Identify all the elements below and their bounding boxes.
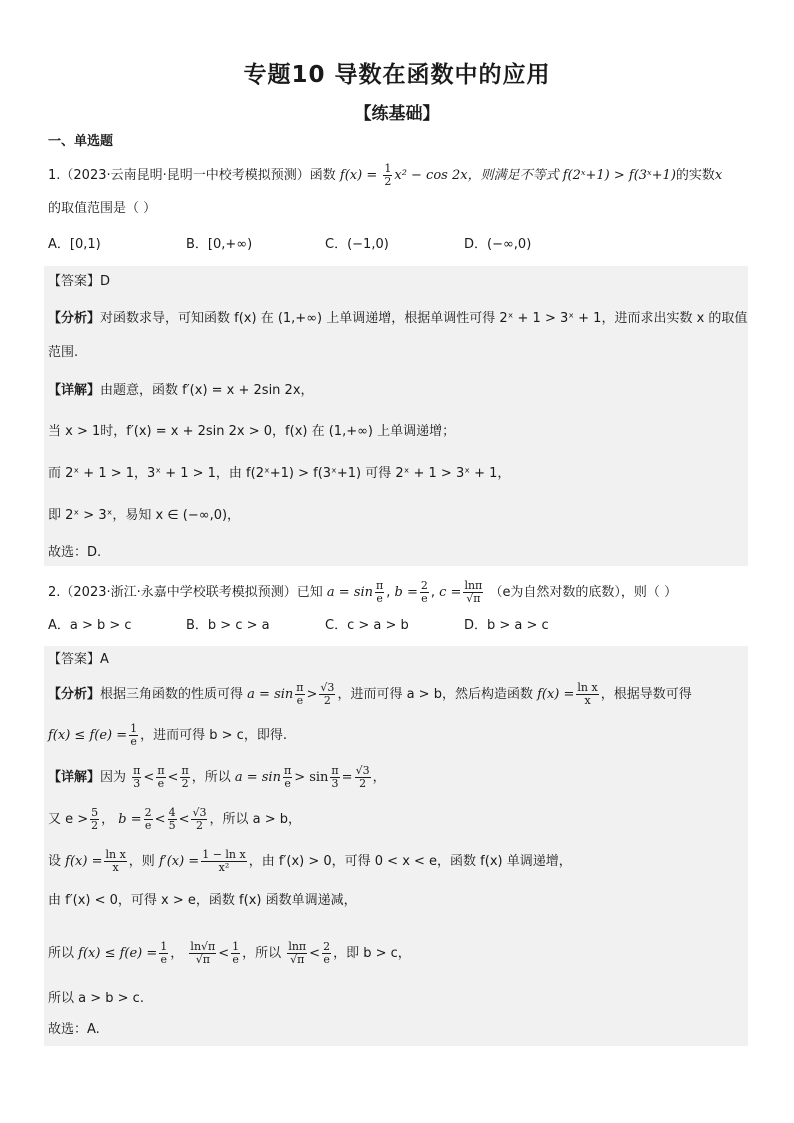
analysis-label: 【分析】 — [48, 311, 101, 326]
q2-analysis: 【分析】根据三角函数的性质可得 a = sin $\frac{\pi}{e}$ > $\frac{√3}{2}$ ，进而可得 a > b，然后构造函数 f(x) = $\frac{\text{ln x}}{x}$ ，根据导数可得 — [48, 681, 692, 707]
q1-func: f(x) = — [339, 168, 382, 183]
question-1 — [48, 163, 722, 188]
q2-detail-4: 由 f′(x) < 0，可得 x > e，函数 f(x) 函数单调递减， — [48, 893, 357, 908]
q1-tail-b: 的实数 — [675, 168, 715, 183]
q2-detail-1: 【详解】因为 $\frac{\pi}{3}$ < $\frac{\pi}{e}$ < $\frac{\pi}{2}$ ，所以 a = sin $\frac{\pi}{e}$ > sin $\frac{\pi}{3}$ = $\frac{√3}{2}$ ， — [48, 764, 386, 790]
q2-analysis-c: ，根据导数可得 — [600, 687, 692, 702]
q2-detail-1b: ，所以 — [191, 770, 231, 785]
fraction-lnpi-over-sqrtpi: $\frac{\ln\pi}{√\pi}$ — [464, 579, 483, 605]
q2-analysis-b: ，进而可得 a > b，然后构造函数 — [337, 687, 533, 702]
q1-tail-a: x² − cos 2x，则满足不等式 — [394, 168, 559, 183]
q2-option-d: D．b > a > c — [464, 618, 549, 633]
q2-intro: 2.（2023·浙江·永嘉中学校联考模拟预测）已知 — [48, 585, 323, 600]
q1-intro: 1.（2023·云南昆明·昆明一中校考模拟预测）函数 — [48, 168, 336, 183]
q2-answer: 【答案】A — [48, 652, 109, 667]
q1-analysis-text: 对函数求导，可知函数 f(x) 在 (1,+∞) 上单调递增，根据单调性可得 2ˣ + 1 > 3ˣ + 1，进而求出实数 x 的取值 — [100, 311, 748, 326]
q2-option-b: B．b > c > a — [186, 618, 270, 633]
q1-detail-4: 即 2ˣ > 3ˣ，易知 x ∈ (−∞,0)， — [48, 508, 241, 523]
q2-option-a: A．a > b > c — [48, 618, 132, 633]
section-heading: 一、单选题 — [48, 134, 114, 149]
q1-detail-2: 当 x > 1时，f′(x) = x + 2sin 2x > 0，f(x) 在 (1,+∞) 上单调递增； — [48, 424, 456, 439]
q2-detail-5c: ，即 b > c， — [333, 946, 411, 961]
q2-c-def: c = — [439, 585, 462, 600]
question-2: 2.（2023·浙江·永嘉中学校联考模拟预测）已知 a = sin $\frac{\pi}{e}$ , b = $\frac{2}{e}$ , c = $\frac{\ln\pi}{√\pi}$ （e为自然对数的底数），则（ ） — [48, 579, 678, 605]
q2-detail-6: 所以 a > b > c. — [48, 991, 144, 1006]
q1-option-d: D．(−∞,0) — [464, 237, 532, 252]
q1-inequality: f(2ˣ+1) > f(3ˣ+1) — [562, 168, 676, 183]
q1-detail-text: 由题意，函数 f′(x) = x + 2sin 2x， — [100, 383, 314, 398]
fraction-pi-over-e: $\frac{\pi}{e}$ — [376, 579, 384, 605]
q2-detail-5b: ，所以 — [242, 946, 282, 961]
detail-label: 【详解】 — [48, 770, 101, 785]
q2-detail-7: 故选：A. — [48, 1022, 100, 1037]
detail-label: 【详解】 — [48, 383, 101, 398]
q2-tail: （e为自然对数的底数），则（ ） — [489, 585, 678, 600]
question-1-line2: 的取值范围是（ ） — [48, 201, 157, 216]
q1-detail-3: 而 2ˣ + 1 > 1，3ˣ + 1 > 1，由 f(2ˣ+1) > f(3ˣ+1) 可得 2ˣ + 1 > 3ˣ + 1， — [48, 466, 511, 481]
q2-detail-3a: 设 — [48, 854, 62, 869]
q2-detail-2a: 又 e > — [48, 812, 89, 827]
page-title: 专题10 导数在函数中的应用 — [243, 62, 551, 88]
q2-detail-5: 所以 f(x) ≤ f(e) = $\frac{1}{e}$ ， $\frac{\ln√\pi}{√\pi}$ < $\frac{1}{e}$ ，所以 $\frac{\ln\pi}{√\pi}$ < $\frac{2}{e}$ ，即 b > c， — [48, 940, 411, 966]
q2-analysis-2: ，进而可得 b > c，即得. — [140, 728, 287, 743]
page-subtitle: 【练基础】 — [354, 104, 440, 124]
q2-option-c: C．c > a > b — [325, 618, 409, 633]
q1-detail-1 — [48, 381, 314, 401]
fraction-half: $\frac{1}{2}$ — [384, 162, 392, 188]
q2-analysis-line2: f(x) ≤ f(e) = $\frac{1}{e}$ ，进而可得 b > c，即得. — [48, 722, 287, 748]
q2-detail-3: 设 f(x) = $\frac{\text{ln x}}{x}$ ，则 f′(x) = $\frac{\text{1 − ln x}}{\text{x²}}$ ，由 f′(x) > 0，可得 0 < x < e，函数 f(x) 单调递增， — [48, 848, 572, 874]
analysis-label: 【分析】 — [48, 687, 101, 702]
q2-detail-3c: ，由 f′(x) > 0，可得 0 < x < e，函数 f(x) 单调递增， — [248, 854, 572, 869]
q1-option-c: C．(−1,0) — [325, 237, 389, 252]
q1-detail-5: 故选：D. — [48, 545, 102, 560]
q1-option-a: A．[0,1) — [48, 237, 101, 252]
fraction-2-over-e: $\frac{2}{e}$ — [420, 579, 428, 605]
q2-detail-3b: ，则 — [128, 854, 155, 869]
q2-detail-5a: 所以 — [48, 946, 75, 961]
q2-detail-2b: ，所以 a > b， — [209, 812, 301, 827]
q2-analysis-a: 根据三角函数的性质可得 — [100, 687, 244, 702]
q1-answer: 【答案】D — [48, 274, 111, 289]
q2-a-def: a = sin — [326, 585, 374, 600]
q2-b-def: b = — [394, 585, 418, 600]
q1-analysis — [48, 309, 747, 329]
q1-analysis-line2: 范围. — [48, 345, 79, 360]
q2-detail-2: 又 e > $\frac{5}{2}$ ， b = $\frac{2}{e}$ < $\frac{4}{5}$ < $\frac{√3}{2}$ ，所以 a > b， — [48, 806, 301, 832]
q2-detail-1a: 因为 — [100, 770, 127, 785]
q1-option-b: B．[0,+∞) — [186, 237, 253, 252]
q1-var: x — [714, 168, 723, 183]
